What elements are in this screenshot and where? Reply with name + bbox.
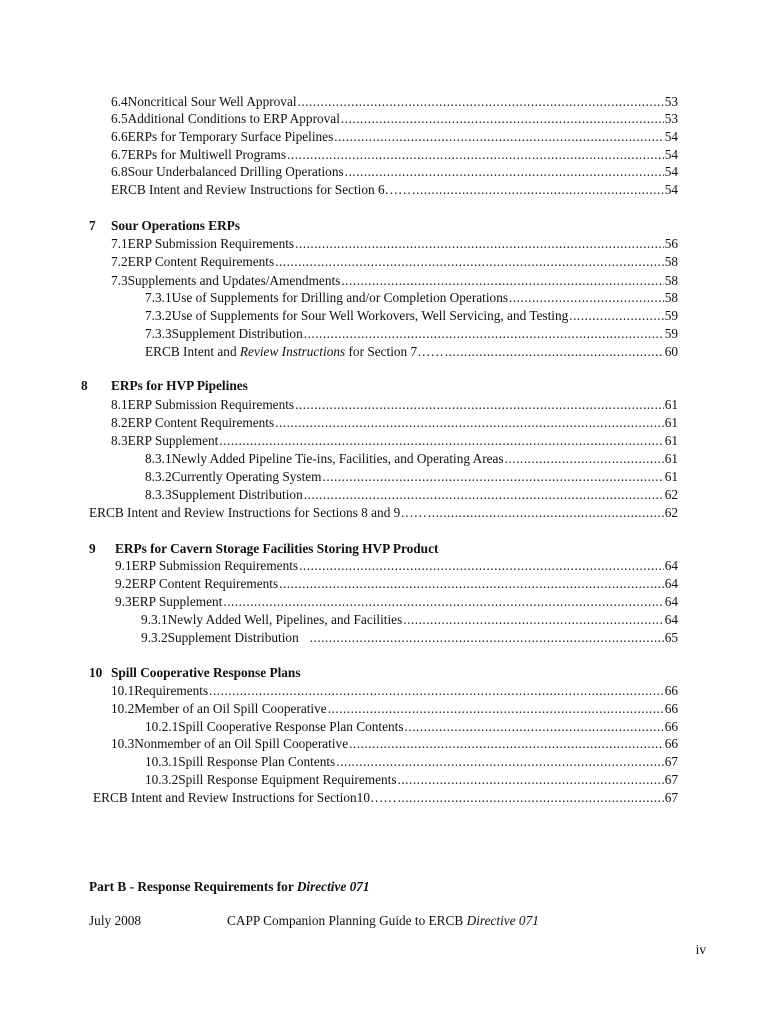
- toc-title: Newly Added Well, Pipelines, and Facilities: [167, 612, 403, 627]
- toc-page: 62: [664, 487, 678, 502]
- toc-number: 8.3: [111, 433, 128, 448]
- toc-entry-8-3: [111, 432, 678, 450]
- footer-guide-text: CAPP Companion Planning Guide to ERCB: [227, 913, 467, 928]
- leader-dots: [304, 486, 664, 504]
- leader-dots: [304, 325, 664, 343]
- toc-number: 6.6: [111, 129, 128, 144]
- toc-title: ERP Content Requirements: [127, 254, 275, 269]
- leader-dots: [445, 343, 664, 361]
- leader-dots: [287, 146, 664, 164]
- toc-number: 7.2: [111, 254, 128, 269]
- toc-number: 7.3.3: [145, 326, 172, 341]
- toc-entry-6-5: [111, 110, 678, 128]
- section-number: 8: [81, 378, 88, 393]
- leader-dots: [295, 235, 664, 253]
- leader-dots: [398, 789, 664, 807]
- toc-title: ERP Content Requirements: [127, 415, 275, 430]
- toc-entry-10-2-1: [145, 718, 678, 736]
- part-b-heading: [89, 878, 370, 896]
- leader-dots: [295, 396, 664, 414]
- toc-page: 53: [664, 94, 678, 109]
- toc-entry-7-1: [111, 235, 678, 253]
- toc-number: 6.4: [111, 94, 128, 109]
- toc-title: ERPs for Temporary Surface Pipelines: [127, 129, 334, 144]
- leader-dots: [336, 753, 663, 771]
- toc-page: 64: [664, 612, 678, 627]
- toc-page: 64: [664, 558, 678, 573]
- toc-title: Supplement Distribution: [171, 326, 303, 341]
- leader-dots: [341, 110, 664, 128]
- toc-entry-7-intro: [145, 343, 678, 361]
- toc-page: 54: [664, 147, 678, 162]
- toc-page: 54: [664, 129, 678, 144]
- toc-entry-8-1: [111, 396, 678, 414]
- section-heading-9: [89, 540, 438, 558]
- toc-entry-8-2: [111, 414, 678, 432]
- toc-page: 62: [664, 505, 678, 520]
- toc-title: Use of Supplements for Sour Well Workovers, Well Servicing, and Testing: [171, 308, 569, 323]
- toc-number: 7.3.1: [145, 290, 172, 305]
- toc-page: 65: [664, 630, 678, 645]
- toc-number: 7.3.2: [145, 308, 172, 323]
- toc-number: 9.2: [115, 576, 132, 591]
- toc-page: 60: [664, 344, 678, 359]
- toc-title: Supplement Distribution: [167, 630, 299, 645]
- toc-page: 66: [664, 719, 678, 734]
- leader-dots: [310, 629, 664, 647]
- toc-title: ERCB Intent and Review Instructions for Section10……: [93, 790, 397, 805]
- toc-title: Member of an Oil Spill Cooperative: [134, 701, 327, 716]
- toc-page: 61: [664, 415, 678, 430]
- toc-entry-8-3-3: [145, 486, 678, 504]
- footer-guide-directive: Directive 071: [466, 913, 539, 928]
- toc-title: Use of Supplements for Drilling and/or Completion Operations: [171, 290, 509, 305]
- leader-dots: [223, 593, 663, 611]
- toc-entry-8-3-1: [145, 450, 678, 468]
- toc-page: 59: [664, 326, 678, 341]
- section-number: 7: [89, 218, 96, 233]
- toc-title: Supplement Distribution: [171, 487, 303, 502]
- toc-page: 61: [664, 397, 678, 412]
- toc-title: [145, 343, 444, 361]
- toc-number: 8.3.1: [145, 451, 172, 466]
- toc-entry-7-3: [111, 272, 678, 290]
- leader-dots: [299, 557, 664, 575]
- leader-dots: [509, 289, 664, 307]
- section-title: Sour Operations ERPs: [111, 218, 241, 233]
- toc-page: 58: [664, 290, 678, 305]
- leader-dots: [298, 93, 664, 111]
- toc-title: Additional Conditions to ERP Approval: [127, 111, 340, 126]
- toc-entry-7-2: [111, 253, 678, 271]
- toc-entry-10-3: [111, 735, 678, 753]
- toc-page: 66: [664, 736, 678, 751]
- leader-dots: [345, 163, 664, 181]
- leader-dots: [275, 414, 664, 432]
- toc-entry-6-intro: [111, 181, 678, 199]
- toc-entry-10-2: [111, 700, 678, 718]
- toc-entry-9-3-2: [141, 629, 678, 647]
- toc-title: Newly Added Pipeline Tie-ins, Facilities, and Operating Areas: [171, 451, 504, 466]
- toc-title: Currently Operating System: [171, 469, 322, 484]
- toc-page: 66: [664, 683, 678, 698]
- toc-entry-7-3-3: [145, 325, 678, 343]
- toc-number: 10.3: [111, 736, 135, 751]
- leader-dots: [405, 718, 664, 736]
- toc-title-part: ERCB Intent and: [145, 344, 240, 359]
- section-title: ERPs for HVP Pipelines: [111, 378, 248, 393]
- section-heading-8: [81, 377, 248, 395]
- leader-dots: [428, 504, 664, 522]
- toc-entry-9-1: [115, 557, 678, 575]
- leader-dots: [219, 432, 663, 450]
- section-number: 9: [89, 541, 96, 556]
- toc-page: 64: [664, 594, 678, 609]
- toc-entry-9-2: [115, 575, 678, 593]
- toc-title: Spill Cooperative Response Plan Contents: [178, 719, 404, 734]
- toc-entry-10-intro: [93, 789, 678, 807]
- toc-number: 8.3.3: [145, 487, 172, 502]
- toc-number: 9.3.1: [141, 612, 168, 627]
- toc-title: ERP Submission Requirements: [131, 558, 299, 573]
- toc-title: Noncritical Sour Well Approval: [127, 94, 297, 109]
- toc-entry-6-7: [111, 146, 678, 164]
- section-title: ERPs for Cavern Storage Facilities Storing HVP Product: [115, 541, 439, 556]
- toc-number: 9.3.2: [141, 630, 168, 645]
- toc-number: 6.8: [111, 164, 128, 179]
- toc-title: ERP Submission Requirements: [127, 236, 295, 251]
- toc-page: 67: [664, 754, 678, 769]
- toc-entry-10-1: [111, 682, 678, 700]
- leader-dots: [279, 575, 664, 593]
- section-title: Spill Cooperative Response Plans: [111, 665, 301, 680]
- leader-dots: [412, 181, 663, 199]
- toc-title: Spill Response Plan Contents: [178, 754, 336, 769]
- leader-dots: [349, 735, 664, 753]
- toc-number: 8.3.2: [145, 469, 172, 484]
- section-number: 10: [89, 665, 103, 680]
- toc-title: Sour Underbalanced Drilling Operations: [127, 164, 344, 179]
- toc-number: 6.5: [111, 111, 128, 126]
- toc-entry-9-3-1: [141, 611, 678, 629]
- leader-dots: [323, 468, 664, 486]
- toc-title-italic: Review Instructions: [239, 344, 346, 359]
- toc-title: ERP Submission Requirements: [127, 397, 295, 412]
- toc-title: Nonmember of an Oil Spill Cooperative: [134, 736, 349, 751]
- toc-entry-9-3: [115, 593, 678, 611]
- leader-dots: [569, 307, 663, 325]
- toc-entry-6-4: [111, 93, 678, 111]
- toc-page: 53: [664, 111, 678, 126]
- toc-page: 58: [664, 273, 678, 288]
- toc-title: Spill Response Equipment Requirements: [178, 772, 397, 787]
- toc-number: 8.1: [111, 397, 128, 412]
- leader-dots: [334, 128, 663, 146]
- toc-entry-10-3-1: [145, 753, 678, 771]
- page-number: iv: [695, 942, 706, 957]
- footer-guide: [227, 912, 539, 930]
- toc-number: 10.2.1: [145, 719, 179, 734]
- toc-page: 61: [664, 433, 678, 448]
- toc-page: 58: [664, 254, 678, 269]
- toc-title-part: for Section 7……: [345, 344, 444, 359]
- toc-title: Requirements: [134, 683, 209, 698]
- toc-page: 61: [664, 451, 678, 466]
- toc-page: 59: [664, 308, 678, 323]
- leader-dots: [505, 450, 664, 468]
- toc-page: 67: [664, 790, 678, 805]
- part-b-title: Part B - Response Requirements for: [89, 879, 297, 894]
- toc-number: 10.2: [111, 701, 135, 716]
- toc-entry-10-3-2: [145, 771, 678, 789]
- toc-title: ERCB Intent and Review Instructions for Sections 8 and 9……: [89, 505, 427, 520]
- toc-page: 61: [664, 469, 678, 484]
- toc-number: 9.1: [115, 558, 132, 573]
- toc-number: 8.2: [111, 415, 128, 430]
- toc-title: ERP Supplement: [131, 594, 223, 609]
- leader-dots: [275, 253, 664, 271]
- toc-entry-8-3-2: [145, 468, 678, 486]
- toc-title: ERPs for Multiwell Programs: [127, 147, 287, 162]
- leader-dots: [209, 682, 664, 700]
- toc-number: 10.3.1: [145, 754, 179, 769]
- toc-page: 56: [664, 236, 678, 251]
- toc-page: 67: [664, 772, 678, 787]
- leader-dots: [403, 611, 663, 629]
- toc-title: ERCB Intent and Review Instructions for Section 6……: [111, 182, 412, 197]
- toc-title: ERP Supplement: [127, 433, 219, 448]
- toc-number: 9.3: [115, 594, 132, 609]
- toc-page: 64: [664, 576, 678, 591]
- toc-page: 54: [664, 182, 678, 197]
- footer-date: July 2008: [89, 913, 142, 928]
- toc-number: 10.1: [111, 683, 135, 698]
- section-heading-10: [89, 664, 301, 682]
- toc-number: 7.3: [111, 273, 128, 288]
- section-heading-7: [89, 217, 240, 235]
- toc-page: 54: [664, 164, 678, 179]
- toc-number: 7.1: [111, 236, 128, 251]
- toc-page: 66: [664, 701, 678, 716]
- toc-title: Supplements and Updates/Amendments: [127, 273, 341, 288]
- toc-entry-6-8: [111, 163, 678, 181]
- toc-entry-8-intro: [89, 504, 678, 522]
- toc-title: ERP Content Requirements: [131, 576, 279, 591]
- part-b-directive: Directive 071: [296, 879, 370, 894]
- leader-dots: [328, 700, 664, 718]
- toc-entry-6-6: [111, 128, 678, 146]
- leader-dots: [341, 272, 663, 290]
- leader-dots: [398, 771, 664, 789]
- toc-entry-7-3-1: [145, 289, 678, 307]
- toc-entry-7-3-2: [145, 307, 678, 325]
- toc-number: 6.7: [111, 147, 128, 162]
- toc-number: 10.3.2: [145, 772, 179, 787]
